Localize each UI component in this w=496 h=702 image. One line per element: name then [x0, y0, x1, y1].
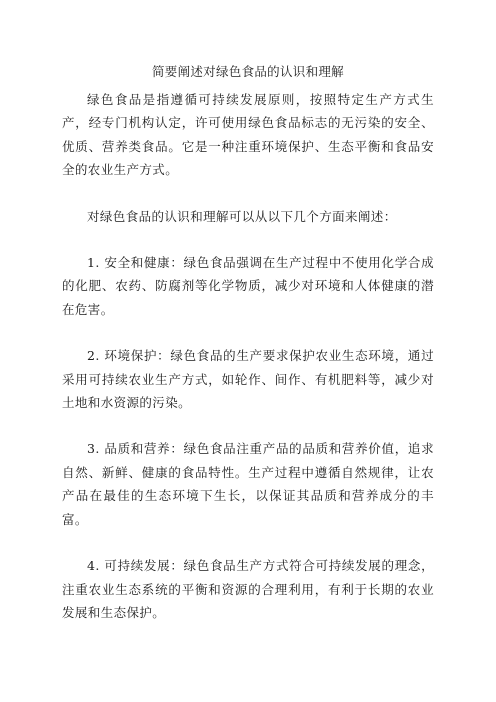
document-page — [62, 62, 434, 624]
paragraph-gap — [62, 531, 434, 554]
paragraph-gap — [62, 321, 434, 344]
paragraph-point-2: 2. 环境保护：绿色食品的生产要求保护农业生态环境，通过采用可持续农业生产方式，如轮作、间作、有机肥料等，减少对土地和水资源的污染。 — [62, 348, 434, 411]
paragraph-intro: 对绿色食品的认识和理解可以从以下几个方面来阐述： — [87, 208, 397, 224]
paragraph-definition: 绿色食品是指遵循可持续发展原则，按照特定生产方式生产，经专门机构认定，许可使用绿色食品标志的无污染的安全、优质、营养类食品。它是一种注重环境保护、生态平衡和食品安全的农业生产方式。 — [62, 92, 434, 178]
paragraph-gap — [62, 414, 434, 437]
paragraph-point-3: 3. 品质和营养：绿色食品注重产品的品质和营养价值，追求自然、新鲜、健康的食品特性。生产过程中遵循自然规律，让农产品在最佳的生态环境下生长，以保证其品质和营养成分的丰富。 — [62, 441, 434, 527]
paragraph-gap — [62, 182, 434, 205]
paragraph-point-4: 4. 可持续发展：绿色食品生产方式符合可持续发展的理念，注重农业生态系统的平衡和资源的合理利用，有利于长期的农业发展和生态保护。 — [62, 558, 434, 620]
paragraph-gap — [62, 228, 434, 251]
paragraph-point-1: 1. 安全和健康：绿色食品强调在生产过程中不使用化学合成的化肥、农药、防腐剂等化学物质，减少对环境和人体健康的潜在危害。 — [62, 255, 434, 317]
document-title: 简要阐述对绿色食品的认识和理解 — [151, 64, 344, 79]
